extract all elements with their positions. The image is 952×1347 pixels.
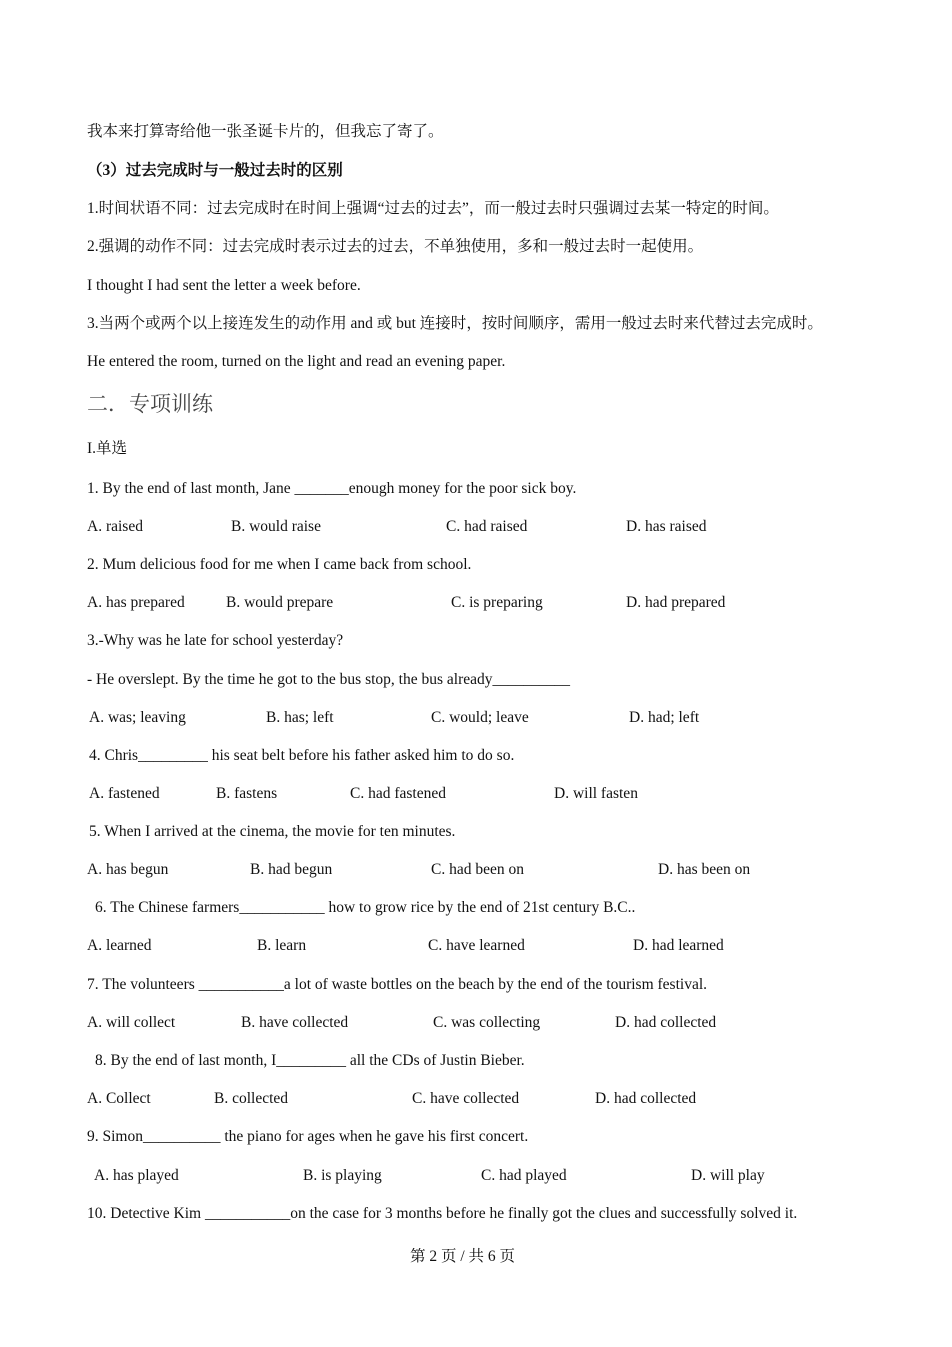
option: C. had played bbox=[481, 1167, 567, 1184]
question-9: 9. Simon__________ the piano for ages when he gave his first concert. bbox=[87, 1128, 529, 1145]
option: B. would prepare bbox=[226, 594, 334, 611]
option: B. have collected bbox=[241, 1014, 349, 1031]
option: C. have learned bbox=[428, 937, 525, 954]
option: C. would; leave bbox=[431, 709, 529, 726]
question-5: 5. When I arrived at the cinema, the movie for ten minutes. bbox=[89, 823, 456, 840]
option: D. has been on bbox=[658, 861, 751, 878]
option: A. raised bbox=[87, 518, 143, 535]
option: B. is playing bbox=[303, 1167, 382, 1184]
option: D. has raised bbox=[626, 518, 707, 535]
question-7: 7. The volunteers ___________a lot of waste bottles on the beach by the end of the tourism festival. bbox=[87, 976, 708, 993]
part-title: I.单选 bbox=[87, 440, 128, 457]
option: A. Collect bbox=[87, 1090, 151, 1107]
question-3-reply: - He overslept. By the time he got to the bus stop, the bus already__________ bbox=[87, 671, 570, 688]
option: C. had raised bbox=[446, 518, 528, 535]
example-zh: 我本来打算寄给他一张圣诞卡片的，但我忘了寄了。 bbox=[87, 123, 444, 140]
option: A. will collect bbox=[87, 1014, 176, 1031]
option: C. had been on bbox=[431, 861, 524, 878]
question-3: 3.-Why was he late for school yesterday? bbox=[87, 632, 344, 649]
option: C. have collected bbox=[412, 1090, 520, 1107]
question-2: 2. Mum delicious food for me when I came back from school. bbox=[87, 556, 472, 573]
option: D. had learned bbox=[633, 937, 724, 954]
option: A. was; leaving bbox=[89, 709, 186, 726]
option: D. will play bbox=[691, 1167, 765, 1184]
option: A. has prepared bbox=[87, 594, 185, 611]
option: D. had collected bbox=[615, 1014, 717, 1031]
question-8: 8. By the end of last month, I_________ all the CDs of Justin Bieber. bbox=[95, 1052, 525, 1069]
option: D. had prepared bbox=[626, 594, 726, 611]
option: D. had; left bbox=[629, 709, 700, 726]
option: A. learned bbox=[87, 937, 152, 954]
point-3: 3.当两个或两个以上接连发生的动作用 and 或 but 连接时，按时间顺序，需用一般过去时来代替过去完成时。 bbox=[87, 315, 823, 332]
option: D. will fasten bbox=[554, 785, 638, 802]
question-6: 6. The Chinese farmers___________ how to grow rice by the end of 21st century B.C.. bbox=[95, 899, 636, 916]
option: C. had fastened bbox=[350, 785, 446, 802]
option: B. fastens bbox=[216, 785, 278, 802]
option: C. was collecting bbox=[433, 1014, 541, 1031]
option: B. learn bbox=[257, 937, 307, 954]
option: A. has played bbox=[94, 1167, 179, 1184]
question-10: 10. Detective Kim ___________on the case for 3 months before he finally got the clues and successfully solved it. bbox=[87, 1205, 798, 1222]
question-4: 4. Chris_________ his seat belt before his father asked him to do so. bbox=[89, 747, 515, 764]
point-1: 1.时间状语不同：过去完成时在时间上强调“过去的过去”，而一般过去时只强调过去某一特定的时间。 bbox=[87, 200, 779, 217]
option: A. has begun bbox=[87, 861, 169, 878]
option: B. had begun bbox=[250, 861, 333, 878]
option: B. would raise bbox=[231, 518, 321, 535]
option: B. has; left bbox=[266, 709, 334, 726]
page-footer: 第 2 页 / 共 6 页 bbox=[410, 1248, 516, 1265]
option: D. had collected bbox=[595, 1090, 697, 1107]
option: B. collected bbox=[214, 1090, 289, 1107]
option: C. is preparing bbox=[451, 594, 543, 611]
question-1: 1. By the end of last month, Jane _______enough money for the poor sick boy. bbox=[87, 480, 577, 497]
section-title: 二．专项训练 bbox=[87, 392, 213, 416]
option: A. fastened bbox=[89, 785, 160, 802]
example-2: I thought I had sent the letter a week before. bbox=[87, 277, 361, 294]
subheading: （3）过去完成时与一般过去时的区别 bbox=[87, 162, 343, 179]
point-2: 2.强调的动作不同：过去完成时表示过去的过去，不单独使用，多和一般过去时一起使用。 bbox=[87, 238, 704, 255]
example-3: He entered the room, turned on the light and read an evening paper. bbox=[87, 353, 506, 370]
